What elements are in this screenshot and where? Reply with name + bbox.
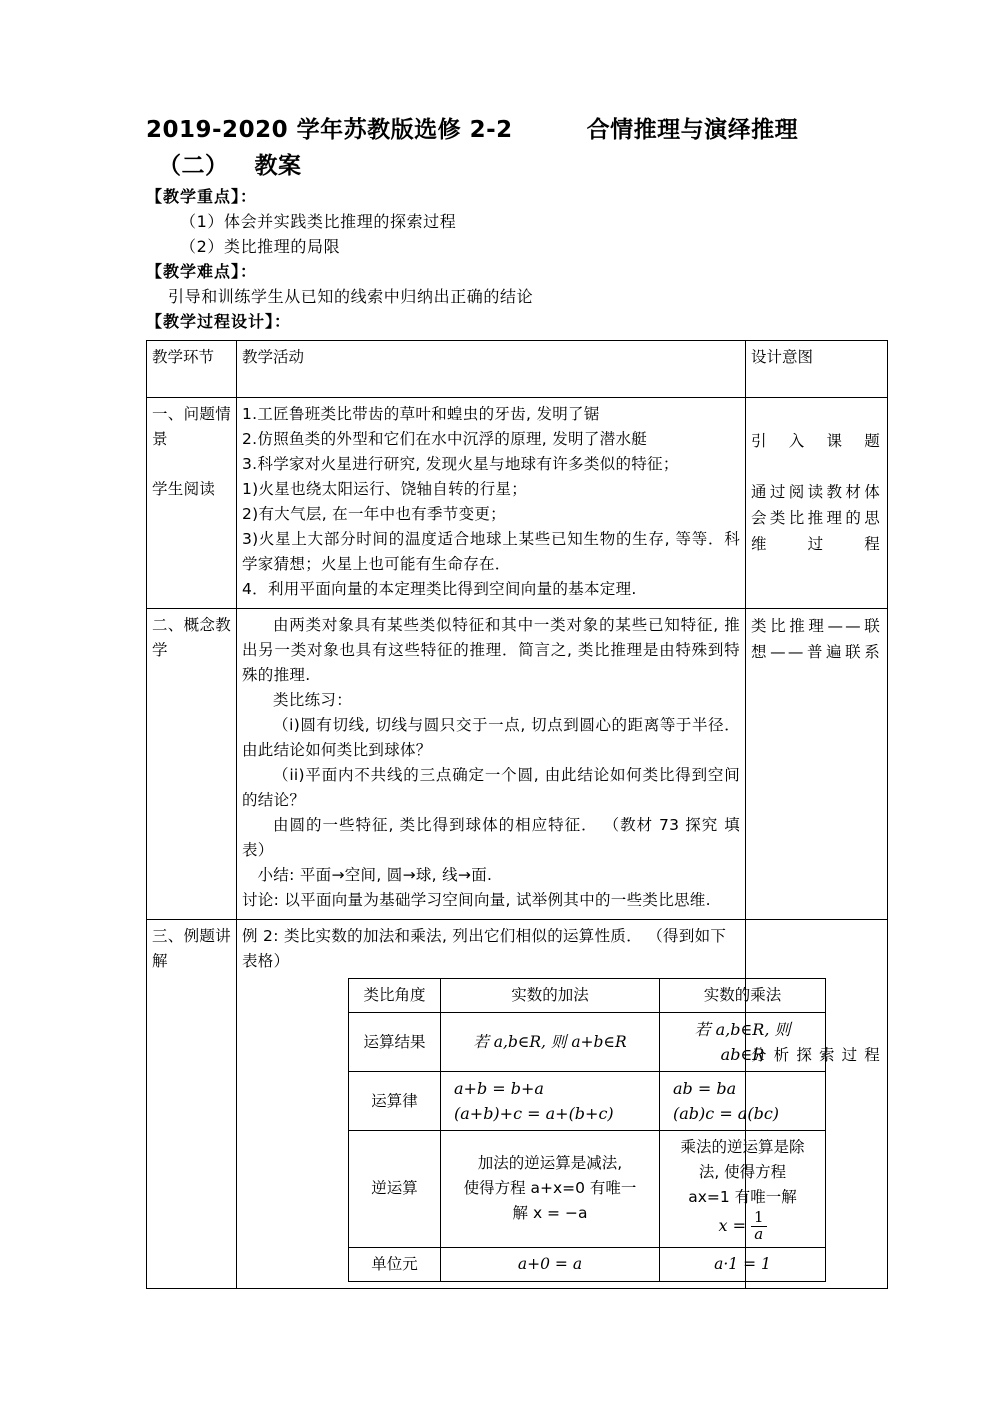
- document-title: [146, 112, 858, 148]
- teaching-process-table: [146, 340, 888, 1289]
- row1-stage-extra: 学生阅读: [152, 480, 216, 498]
- inner-row4-multiplication: a·1 = 1: [660, 1247, 826, 1281]
- table-row: [147, 609, 888, 920]
- row1-intent-line-1: 引入课题: [751, 432, 882, 450]
- header-intent: 设计意图: [746, 341, 888, 398]
- row1-activity-cell: [237, 398, 746, 609]
- table-header-row: [147, 341, 888, 398]
- table-row: [147, 920, 888, 1289]
- inner-header-multiplication: 实数的乘法: [660, 979, 826, 1013]
- row2-activity-line-5: 由圆的一些特征, 类比得到球体的相应特征． （教材 73 探究 填表）: [242, 816, 740, 859]
- row1-intent-line-2: 通过阅读教材体会类比推理的思维过程: [751, 483, 882, 553]
- title-right-text: 合情推理与演绎推理: [586, 117, 799, 143]
- key-points-heading: 【教学重点】：: [146, 187, 258, 206]
- header-stage: 教学环节: [147, 341, 237, 398]
- inner-row3-mult-line-2: 法, 使得方程: [698, 1163, 787, 1181]
- fraction-denominator: a: [754, 1224, 764, 1243]
- inner-row4-aspect: 单位元: [349, 1247, 441, 1281]
- inner-table-row: [349, 1247, 826, 1281]
- row1-stage-label: 一、问题情景: [152, 405, 232, 448]
- difficulty-text: 引导和训练学生从已知的线索中归纳出正确的结论: [168, 287, 534, 306]
- row1-stage-cell: [147, 398, 237, 609]
- inner-row3-addition: [441, 1131, 660, 1248]
- subtitle-part-number: （二）: [158, 153, 229, 179]
- row3-stage-cell: [147, 920, 237, 1289]
- fraction-numerator: 1: [751, 1210, 767, 1227]
- row3-activity-cell: [237, 920, 805, 1289]
- row3-stage-label: 三、例题讲解: [152, 927, 232, 970]
- row1-activity-line-7: 4．利用平面向量的本定理类比得到空间向量的基本定理.: [242, 580, 637, 598]
- row2-activity-cell: [237, 609, 746, 920]
- row2-activity-line-6: 小结: 平面→空间, 圆→球, 线→面.: [257, 866, 493, 884]
- inner-row3-add-line-3: 解 x = −a: [512, 1204, 588, 1223]
- inner-row1-mult-line-1: 若 a,b∈R, 则: [694, 1020, 791, 1039]
- inner-row3-mult-line-1: 乘法的逆运算是除: [680, 1138, 805, 1156]
- row2-intent-line-1: 类比推理——联想——普遍联系: [751, 617, 882, 661]
- row2-stage-label: 二、概念教学: [152, 616, 232, 659]
- header-activity: 教学活动: [237, 341, 746, 398]
- row2-activity-line-1: 由两类对象具有某些类似特征和其中一类对象的某些已知特征, 推出另一类对象也具有这些特征的推理．简言之, 类比推理是由特殊到特殊的推理.: [242, 616, 740, 684]
- inner-row4-addition: a+0 = a: [441, 1247, 660, 1281]
- title-left-text: 2019-2020 学年苏教版选修 2-2: [146, 117, 513, 143]
- row2-stage-cell: [147, 609, 237, 920]
- difficulty-heading: 【教学难点】：: [146, 262, 258, 281]
- row3-example-text: 例 2: 类比实数的加法和乘法, 列出它们相似的运算性质． （得到如下表格）: [242, 927, 727, 970]
- key-point-2: （2）类比推理的局限: [180, 237, 341, 256]
- row1-activity-line-2: 2.仿照鱼类的外型和它们在水中沉浮的原理, 发明了潜水艇: [242, 430, 648, 448]
- inner-row3-add-line-1: 加法的逆运算是减法,: [477, 1154, 623, 1173]
- inner-row2-mult-line-2: (ab)c = a(bc): [673, 1104, 780, 1123]
- inner-header-addition: 实数的加法: [441, 979, 660, 1013]
- key-point-1: （1）体会并实践类比推理的探索过程: [180, 212, 457, 231]
- row1-activity-line-4: 1)火星也绕太阳运行、饶轴自转的行星；: [242, 480, 528, 498]
- row1-activity-line-3: 3.科学家对火星进行研究, 发现火星与地球有许多类似的特征；: [242, 455, 679, 473]
- process-heading: 【教学过程设计】：: [146, 312, 292, 331]
- row2-activity-line-3: （i)圆有切线, 切线与圆只交于一点, 切点到圆心的距离等于半径．由此结论如何类比到球体？: [242, 716, 740, 759]
- inner-row1-addition: 若 a,b∈R, 则 a+b∈R: [441, 1013, 660, 1072]
- subtitle-part-type: 教案: [254, 153, 302, 179]
- row1-activity-line-6: 3)火星上大部分时间的温度适合地球上某些已知生物的生存, 等等．科学家猜想；火星上也可能有生命存在．: [242, 530, 740, 573]
- row2-activity-line-4: （ii)平面内不共线的三点确定一个圆, 由此结论如何类比得到空间的结论？: [242, 766, 740, 809]
- inner-row3-aspect: 逆运算: [349, 1131, 441, 1248]
- document-subtitle: [146, 148, 858, 184]
- inner-row2-add-line-2: (a+b)+c = a+(b+c): [454, 1104, 614, 1123]
- row2-activity-line-7: 讨论: 以平面向量为基础学习空间向量, 试举例其中的一些类比思维.: [242, 891, 711, 909]
- inner-header-row: [349, 979, 826, 1013]
- inner-row3-mult-lhs: x =: [718, 1215, 747, 1235]
- document-content: [146, 112, 882, 1289]
- inner-row2-addition: [441, 1072, 660, 1131]
- inner-row3-mult-line-3: ax=1 有唯一解: [688, 1188, 797, 1206]
- inner-row3-add-line-2: 使得方程 a+x=0 有唯一: [463, 1179, 637, 1198]
- row1-activity-line-1: 1.工匠鲁班类比带齿的草叶和蝗虫的牙齿, 发明了锯: [242, 405, 600, 423]
- inner-row2-mult-line-1: ab = ba: [673, 1079, 737, 1098]
- inner-row2-aspect: 运算律: [349, 1072, 441, 1131]
- inner-row1-aspect: 运算结果: [349, 1013, 441, 1072]
- row2-activity-line-2: 类比练习：: [273, 691, 353, 709]
- inner-row1-mult-line-2: ab∈R: [720, 1045, 765, 1064]
- table-row: [147, 398, 888, 609]
- row2-intent-cell: [746, 609, 888, 920]
- fraction: [751, 1210, 767, 1243]
- inner-header-aspect: 类比角度: [349, 979, 441, 1013]
- row3-intent-line-1: 分析探索过程: [751, 1046, 882, 1064]
- row1-activity-line-5: 2)有大气层, 在一年中也有季节变更；: [242, 505, 506, 523]
- inner-table-row: [349, 1131, 826, 1248]
- row1-intent-cell: [746, 398, 888, 609]
- inner-row2-add-line-1: a+b = b+a: [454, 1079, 544, 1098]
